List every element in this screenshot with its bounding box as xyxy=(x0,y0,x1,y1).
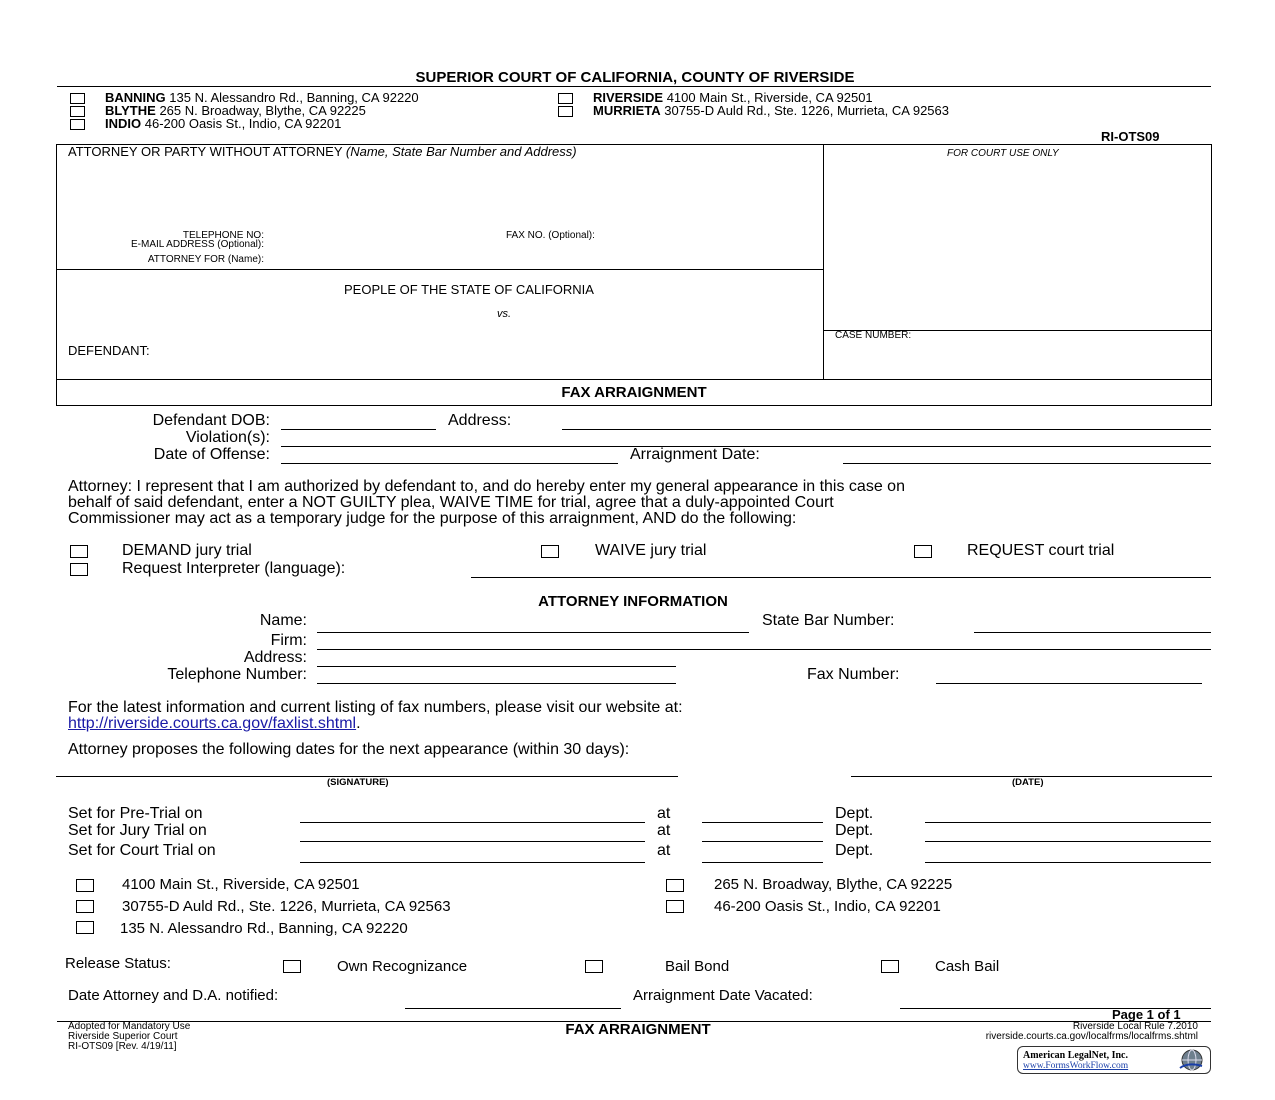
blythe-court-checkbox[interactable] xyxy=(666,879,684,892)
own-recognizance-checkbox[interactable] xyxy=(283,960,301,973)
pretrial-date-field[interactable] xyxy=(300,822,645,823)
cash-bail-checkbox[interactable] xyxy=(881,960,899,973)
blythe-court-label: 265 N. Broadway, Blythe, CA 92225 xyxy=(714,876,953,893)
court-trial-dept-field[interactable] xyxy=(925,862,1211,863)
footer-title: FAX ARRAIGNMENT xyxy=(565,1021,711,1038)
jury-trial-label: Set for Jury Trial on xyxy=(68,822,207,839)
attorney-label: ATTORNEY OR PARTY WITHOUT ATTORNEY (Name, State Bar Number and Address) xyxy=(68,144,577,159)
pretrial-dept: Dept. xyxy=(835,805,874,822)
court-trial-at: at xyxy=(657,842,671,859)
pretrial-time-field[interactable] xyxy=(702,822,823,823)
title-bottom xyxy=(56,405,1212,406)
attorney-fax-field[interactable] xyxy=(936,683,1202,684)
fax-optional-label: FAX NO. (Optional): xyxy=(506,230,595,241)
release-status-label: Release Status: xyxy=(65,955,171,972)
violations-label: Violation(s): xyxy=(185,429,270,446)
cash-bail-label: Cash Bail xyxy=(935,958,1000,975)
offense-date-field[interactable] xyxy=(281,463,618,464)
waive-jury-label: WAIVE jury trial xyxy=(595,542,707,559)
party-divider xyxy=(56,269,823,270)
attorney-info-title: ATTORNEY INFORMATION xyxy=(538,593,728,610)
date-notified-label: Date Attorney and D.A. notified: xyxy=(68,987,279,1004)
banning-court-label: 135 N. Alessandro Rd., Banning, CA 92220 xyxy=(120,920,408,937)
murrieta-location: MURRIETA 30755-D Auld Rd., Ste. 1226, Murrieta, CA 92563 xyxy=(593,103,949,118)
riverside-location: RIVERSIDE 4100 Main St., Riverside, CA 92501 xyxy=(593,90,873,105)
website-text: For the latest information and current listing of fax numbers, please visit our website at: xyxy=(68,699,683,716)
interpreter-checkbox[interactable] xyxy=(70,563,88,576)
attorney-telephone-field[interactable] xyxy=(317,683,676,684)
site-text: riverside.courts.ca.gov/localfrms/localfrms.shtml xyxy=(985,1031,1198,1042)
address-field[interactable] xyxy=(562,429,1211,430)
statement-line-1: Attorney: I represent that I am authorized by defendant to, and do hereby enter my general appearance in this case on xyxy=(68,478,905,495)
demand-jury-checkbox[interactable] xyxy=(70,545,88,558)
murrieta-court-checkbox[interactable] xyxy=(76,900,94,913)
case-number-label: CASE NUMBER: xyxy=(835,330,912,341)
interpreter-label: Request Interpreter (language): xyxy=(122,560,346,577)
vacated-label: Arraignment Date Vacated: xyxy=(633,987,813,1004)
arraignment-date-label: Arraignment Date: xyxy=(630,446,760,463)
court-use-label: FOR COURT USE ONLY xyxy=(947,148,1059,159)
blythe-location: BLYTHE 265 N. Broadway, Blythe, CA 92225 xyxy=(105,103,366,118)
telephone-label: TELEPHONE NO: xyxy=(182,230,264,241)
people-label: PEOPLE OF THE STATE OF CALIFORNIA xyxy=(344,282,594,297)
form-rev-text: RI-OTS09 [Rev. 4/19/11] xyxy=(68,1041,177,1052)
caption-divider xyxy=(823,144,824,379)
page-number: Page 1 of 1 xyxy=(1112,1007,1181,1022)
attorney-address-label: Address: xyxy=(243,649,307,666)
legalnet-logo[interactable] xyxy=(1017,1046,1211,1074)
riverside-checkbox[interactable] xyxy=(558,93,573,104)
statement-line-3: Commissioner may act as a temporary judge for the purpose of this arraignment, AND do the following: xyxy=(68,510,797,527)
indio-court-checkbox[interactable] xyxy=(666,900,684,913)
attorney-name-label: Name: xyxy=(259,612,307,629)
attorney-name-field[interactable] xyxy=(317,632,749,633)
banning-court-checkbox[interactable] xyxy=(76,921,94,934)
own-recognizance-label: Own Recognizance xyxy=(337,958,468,975)
website-link-row: http://riverside.courts.ca.gov/faxlist.shtml. xyxy=(68,715,361,732)
dob-label: Defendant DOB: xyxy=(152,412,270,429)
attorney-fax-label: Fax Number: xyxy=(807,666,900,683)
indio-location: INDIO 46-200 Oasis St., Indio, CA 92201 xyxy=(105,116,342,131)
blythe-checkbox[interactable] xyxy=(70,106,85,117)
jury-trial-dept: Dept. xyxy=(835,822,874,839)
request-court-checkbox[interactable] xyxy=(914,545,932,558)
pretrial-dept-field[interactable] xyxy=(925,822,1211,823)
court-title: SUPERIOR COURT OF CALIFORNIA, COUNTY OF RIVERSIDE xyxy=(415,69,855,86)
vs-label: vs. xyxy=(497,308,512,320)
attorney-for-label: ATTORNEY FOR (Name): xyxy=(147,254,264,265)
bail-bond-label: Bail Bond xyxy=(665,958,730,975)
header-rule xyxy=(57,86,1211,87)
riverside-court-checkbox[interactable] xyxy=(76,879,94,892)
logo-name: American LegalNet, Inc. xyxy=(1023,1050,1128,1061)
logo-url: www.FormsWorkFlow.com xyxy=(1023,1061,1129,1071)
court-trial-date-field[interactable] xyxy=(300,862,645,863)
murrieta-court-label: 30755-D Auld Rd., Ste. 1226, Murrieta, CA 92563 xyxy=(122,898,451,915)
waive-jury-checkbox[interactable] xyxy=(541,545,559,558)
caption-bottom xyxy=(56,379,1212,380)
caption-right xyxy=(1211,144,1212,406)
statement-line-2: behalf of said defendant, enter a NOT GUILTY plea, WAIVE TIME for trial, agree that a duly-appointed Court xyxy=(68,494,834,511)
indio-checkbox[interactable] xyxy=(70,119,85,130)
proposal-text: Attorney proposes the following dates for the next appearance (within 30 days): xyxy=(68,741,630,758)
court-text: Riverside Superior Court xyxy=(68,1031,178,1042)
adopted-text: Adopted for Mandatory Use xyxy=(68,1021,191,1032)
state-bar-label: State Bar Number: xyxy=(762,612,895,629)
riverside-court-label: 4100 Main St., Riverside, CA 92501 xyxy=(122,876,360,893)
jury-trial-time-field[interactable] xyxy=(702,841,823,842)
dob-field[interactable] xyxy=(281,429,436,430)
banning-location: BANNING 135 N. Alessandro Rd., Banning, CA 92220 xyxy=(105,90,419,105)
attorney-telephone-label: Telephone Number: xyxy=(167,666,307,683)
bail-bond-checkbox[interactable] xyxy=(585,960,603,973)
firm-field[interactable] xyxy=(317,649,1211,650)
date-label: (DATE) xyxy=(1012,777,1044,788)
demand-jury-label: DEMAND jury trial xyxy=(122,542,252,559)
signature-label: (SIGNATURE) xyxy=(327,777,389,788)
state-bar-field[interactable] xyxy=(974,632,1211,633)
jury-trial-at: at xyxy=(657,822,671,839)
murrieta-checkbox[interactable] xyxy=(558,106,573,117)
local-rule-text: Riverside Local Rule 7.2010 xyxy=(1072,1021,1198,1032)
defendant-label: DEFENDANT: xyxy=(68,343,150,358)
banning-checkbox[interactable] xyxy=(70,93,85,104)
firm-label: Firm: xyxy=(270,632,307,649)
attorney-address-field[interactable] xyxy=(317,666,676,667)
address-label: Address: xyxy=(448,412,512,429)
pretrial-at: at xyxy=(657,805,671,822)
form-id: RI-OTS09 xyxy=(1101,129,1160,144)
interpreter-field[interactable] xyxy=(471,577,1211,578)
website-link[interactable]: http://riverside.courts.ca.gov/faxlist.shtml xyxy=(68,715,357,732)
email-label: E-MAIL ADDRESS (Optional): xyxy=(130,239,264,250)
arraignment-date-field[interactable] xyxy=(843,463,1211,464)
jury-trial-date-field[interactable] xyxy=(300,841,645,842)
form-title: FAX ARRAIGNMENT xyxy=(561,384,707,401)
request-court-label: REQUEST court trial xyxy=(967,542,1115,559)
pretrial-label: Set for Pre-Trial on xyxy=(68,805,203,822)
court-trial-dept: Dept. xyxy=(835,842,874,859)
court-trial-label: Set for Court Trial on xyxy=(68,842,216,859)
indio-court-label: 46-200 Oasis St., Indio, CA 92201 xyxy=(714,898,941,915)
date-notified-field[interactable] xyxy=(405,1008,621,1009)
globe-icon xyxy=(1178,1048,1204,1072)
jury-trial-dept-field[interactable] xyxy=(925,841,1211,842)
offense-date-label: Date of Offense: xyxy=(153,446,270,463)
court-trial-time-field[interactable] xyxy=(702,862,823,863)
caption-left xyxy=(56,144,57,406)
